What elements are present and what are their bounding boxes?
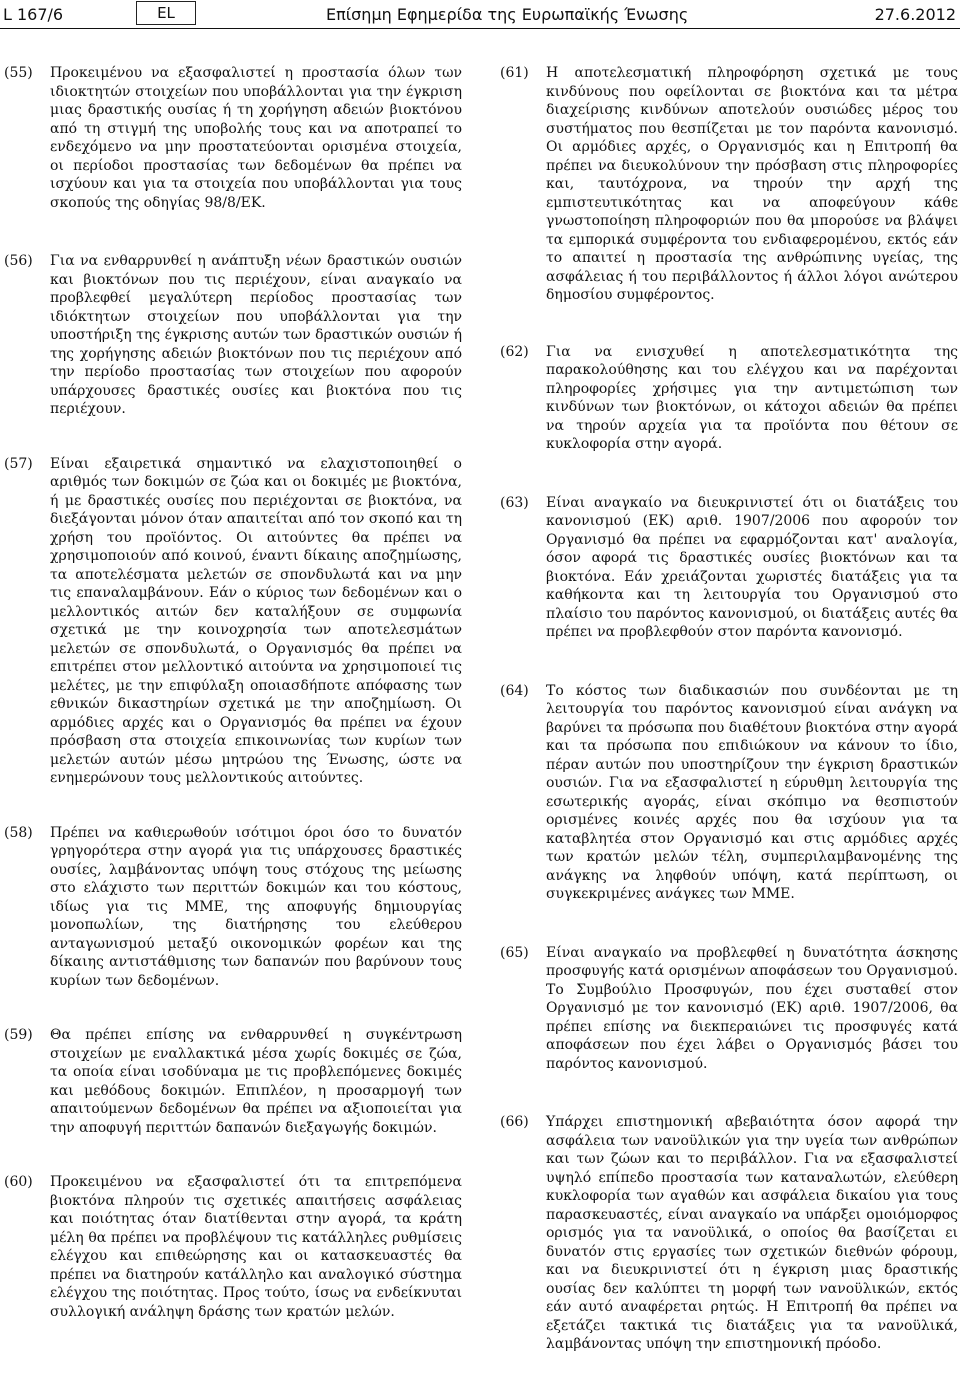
recital-number: (64) (500, 682, 529, 699)
recital-text: Το κόστος των διαδικασιών που συνδέονται με τη λειτουργία του παρόντος κανονισμού είναι ανάγκη να βαρύνει τα πρόσωπα που διαθέτουν βιοκτόνα στην αγορά και τα πρόσωπα που επιδιώκουν να κάνουν το ίδιο, πέραν αυτών που υποστηρίζουν την έγκριση δραστικών ουσιών. Για να εξασφαλιστεί η εύρυθμη λειτουργία της εσωτερικής αγοράς, είναι σκόπιμο να θεσπιστούν ορισμένες κοινές αρχές που θα ισχύουν για τα καταβλητέα στον Οργανισμό και στις αρμόδιες αρχές των κρατών μελών τέλη, συμπεριλαμβανομένης της ανάγκης να ληφθούν υπόψη, κατά περίπτωση, οι συγκεκριμένες ανάγκες των ΜΜΕ. (546, 682, 958, 902)
recital-66 (500, 1113, 958, 1354)
recital-number: (62) (500, 343, 529, 360)
recital-63 (500, 494, 958, 642)
recital-number: (63) (500, 494, 529, 511)
recital-number: (60) (4, 1174, 33, 1190)
recital-text: Είναι εξαιρετικά σημαντικό να ελαχιστοποιηθεί ο αριθμός των δοκιμών σε ζώα και οι δοκιμές με βιοκτόνα, ή με δραστικές ουσίες που περιέχονται σε βιοκτόνα, να διεξάγονται μόνον όταν απαιτείται από τον σκοπό και τη χρήση του προϊόντος. Οι αιτούντες θα πρέπει να χρησιμοποιούν από κοινού, έναντι δίκαιης αποζημίωσης, τα αποτελέσματα μελετών σε σπονδυλωτά και να μην τις επαναλαμβάνουν. Εάν ο κύριος των δεδομένων και ο μελλοντικός αιτών δεν καταλήξουν σε συμφωνία σχετικά με την κοινοχρησία των αποτελεσμάτων μελετών σε σπονδυλωτά, ο Οργανισμός θα πρέπει να επιτρέπει στον μελλοντικό αιτούντα να χρησιμοποιεί τις μελέτες, με την επιφύλαξη οποιασδήποτε απόφασης των εθνικών δικαστηρίων σχετικά με την αποζημίωση. Οι αρμόδιες αρχές και ο Οργανισμός θα πρέπει να έχουν πρόσβαση στα στοιχεία επικοινωνίας των κυρίων των μελετών αυτών μέσω μητρώου της Ένωσης, ώστε να ενημερώνουν τους μελλοντικούς αιτούντες. (50, 455, 462, 786)
recital-number: (61) (500, 65, 529, 81)
journal-title: Επίσημη Εφημερίδα της Ευρωπαϊκής Ένωσης (326, 5, 689, 24)
recital-number: (66) (500, 1114, 529, 1130)
page-header (0, 0, 960, 36)
recital-number: (59) (4, 1027, 33, 1043)
recital-61 (500, 64, 958, 305)
recital-65 (500, 944, 958, 1074)
recital-text: Η αποτελεσματική πληροφόρηση σχετικά με τους κινδύνους που οφείλονται σε βιοκτόνα και τα μέτρα διαχείρισης κινδύνων αποτελούν ουσιώδες μέρος του συστήματος που θεσπίζεται με τον παρόντα κανονισμό. Οι αρμόδιες αρχές, ο Οργανισμός και η Επιτροπή θα πρέπει να διευκολύνουν την πρόσβαση στις πληροφορίες και, ταυτόχρονα, να τηρούν την αρχή της εμπιστευτικότητας και να αποφεύγουν κάθε γνωστοποίηση πληροφοριών που θα μπορούσε να βλάψει τα εμπορικά συμφέροντα του ενδιαφερομένου, εκτός εάν το απαιτεί η προστασία της ανθρώπινης υγείας, της ασφάλειας ή του περιβάλλοντος ή άλλοι λόγοι ανώτερου δημοσίου συμφέροντος. (546, 65, 958, 303)
recital-text: Για να ενθαρρυνθεί η ανάπτυξη νέων δραστικών ουσιών και βιοκτόνων που τις περιέχουν, είναι αναγκαίο να προβλεφθεί μεγαλύτερη περίοδος προστασίας των ιδιόκτητων στοιχείων που υποβάλλονται για την υποστήριξη της έγκρισης αυτών των δραστικών ουσιών ή της χορήγησης αδειών βιοκτόνων που τις περιέχουν από την περίοδο προστασίας των στοιχείων που αφορούν υπάρχουσες δραστικές ουσίες και βιοκτόνα που τις περιέχουν. (50, 253, 462, 417)
recital-62 (500, 343, 958, 454)
recital-text: Για να ενισχυθεί η αποτελεσματικότητα της παρακολούθησης και του ελέγχου και να παρέχονται πληροφορίες χρήσιμες για την αντιμετώπιση των κινδύνων των βιοκτόνων, οι κάτοχοι αδειών θα πρέπει να τηρούν αρχεία για τα προϊόντα που θέτουν σε κυκλοφορία στην αγορά. (546, 343, 958, 452)
recital-number: (56) (4, 253, 33, 269)
header-rule (0, 28, 960, 29)
recital-64 (500, 682, 958, 904)
recital-text: Θα πρέπει επίσης να ενθαρρυνθεί η συγκέντρωση στοιχείων με εναλλακτικά μέσα χωρίς δοκιμές σε ζώα, τα οποία είναι ισοδύναμα με τις προβλεπόμενες δοκιμές και μεθόδους δοκιμών. Επιπλέον, η προσαρμογή των απαιτούμενων δεδομένων θα πρέπει να αξιοποιείται για την αποφυγή περιττών δαπανών διεξαγωγής δοκιμών. (50, 1027, 462, 1136)
right-column (500, 64, 958, 1354)
recital-57 (4, 455, 462, 788)
recital-60 (4, 1173, 462, 1321)
publication-date: 27.6.2012 (874, 5, 956, 24)
left-column (4, 64, 462, 1321)
recital-number: (57) (4, 455, 33, 472)
recital-55 (4, 64, 462, 212)
recital-number: (55) (4, 65, 33, 81)
recital-text: Υπάρχει επιστημονική αβεβαιότητα όσον αφορά την ασφάλεια των νανοϋλικών για την υγεία των ανθρώπων και των ζώων και το περιβάλλον. Για να εξασφαλιστεί υψηλό επίπεδο προστασία των καταναλωτών, ελεύθερη κυκλοφορία των αγαθών και ασφάλεια δικαίου για τους παρασκευαστές, είναι αναγκαίο να υπάρξει ομοιόμορφος ορισμός για τα νανοϋλικά, ο οποίος θα βασίζεται ει δυνατόν στις εργασίες των σχετικών διεθνών φόρουμ, και να διευκρινιστεί ότι η έγκριση μιας δραστικής ουσίας δεν καλύπτει τη μορφή των νανοϋλικών, εκτός εάν αυτό αναφέρεται ρητώς. Η Επιτροπή θα πρέπει να εξετάζει τακτικά τις διατάξεις για τα νανοϋλικά, λαμβάνοντας υπόψη την επιστημονική πρόοδο. (546, 1114, 958, 1352)
recital-text: Πρέπει να καθιερωθούν ισότιμοι όροι όσο το δυνατόν γρηγορότερα στην αγορά για τις υπάρχουσες δραστικές ουσίες, λαμβάνοντας υπόψη τους στόχους της μείωσης στο ελάχιστο των περιττών δοκιμών και του κόστους, ιδίως για τις ΜΜΕ, της αποφυγής δημιουργίας μονοπωλίων, της διατήρησης του ελεύθερου ανταγωνισμού μεταξύ οικονομικών φορέων και της δίκαιης αντιστάθμισης των δαπανών που βαρύνουν τους κυρίων των δεδομένων. (50, 824, 462, 989)
language-code-box: EL (136, 1, 196, 25)
recital-59 (4, 1026, 462, 1137)
recital-56 (4, 252, 462, 419)
recital-text: Είναι αναγκαίο να προβλεφθεί η δυνατότητα άσκησης προσφυγής κατά ορισμένων αποφάσεων του Οργανισμού. Το Συμβούλιο Προσφυγών, που έχει συσταθεί στον Οργανισμό με τον κανονισμό (ΕΚ) αριθ. 1907/2006, θα πρέπει επίσης να διεκπεραιώνει τις προσφυγές κατά αποφάσεων που έχει λάβει ο Οργανισμός βάσει του παρόντος κανονισμού. (546, 944, 958, 1072)
recital-text: Προκειμένου να εξασφαλιστεί ότι τα επιτρεπόμενα βιοκτόνα πληρούν τις σχετικές απαιτήσεις ασφάλειας και ποιότητας όταν διατίθενται στην αγορά, τα κράτη μέλη θα πρέπει να προβλέψουν τις κατάλληλες ρυθμίσεις ελέγχου και επιθεώρησης και οι κατασκευαστές θα πρέπει να διατηρούν κατάλληλο και αναλογικό σύστημα ελέγχου της ποιότητας. Προς τούτο, ίσως να ενδείκνυται συλλογική ανάληψη δράσης των κρατών μελών. (50, 1174, 462, 1320)
recital-58 (4, 824, 462, 991)
recital-number: (65) (500, 944, 529, 961)
recital-text: Προκειμένου να εξασφαλιστεί η προστασία όλων των ιδιοκτητών στοιχείων που υποβάλλονται για την έγκριση μιας δραστικής ουσίας ή τη χορήγηση αδειών βιοκτόνου από τη στιγμή της υποβολής τους και να αποτραπεί το ενδεχόμενο να μην προστατεύονται ορισμένα στοιχεία, οι περίοδοι προστασίας των δεδομένων θα πρέπει να ισχύουν και για τα στοιχεία που υποβάλλονται για τους σκοπούς της οδηγίας 98/8/ΕΚ. (50, 65, 462, 211)
recital-text: Είναι αναγκαίο να διευκρινιστεί ότι οι διατάξεις του κανονισμού (ΕΚ) αριθ. 1907/2006 που αφορούν τον Οργανισμό θα πρέπει να εφαρμόζονται κατ' αναλογία, όσον αφορά τις δραστικές ουσίες βιοκτόνων και τα βιοκτόνα. Εάν χρειάζονται χωριστές διατάξεις για τα καθήκοντα και τη λειτουργία του Οργανισμού στο πλαίσιο του παρόντος κανονισμού, οι διατάξεις αυτές θα πρέπει να προβλεφθούν στον παρόντα κανονισμό. (546, 494, 958, 640)
recital-number: (58) (4, 824, 33, 841)
page-reference: L 167/6 (3, 5, 64, 24)
